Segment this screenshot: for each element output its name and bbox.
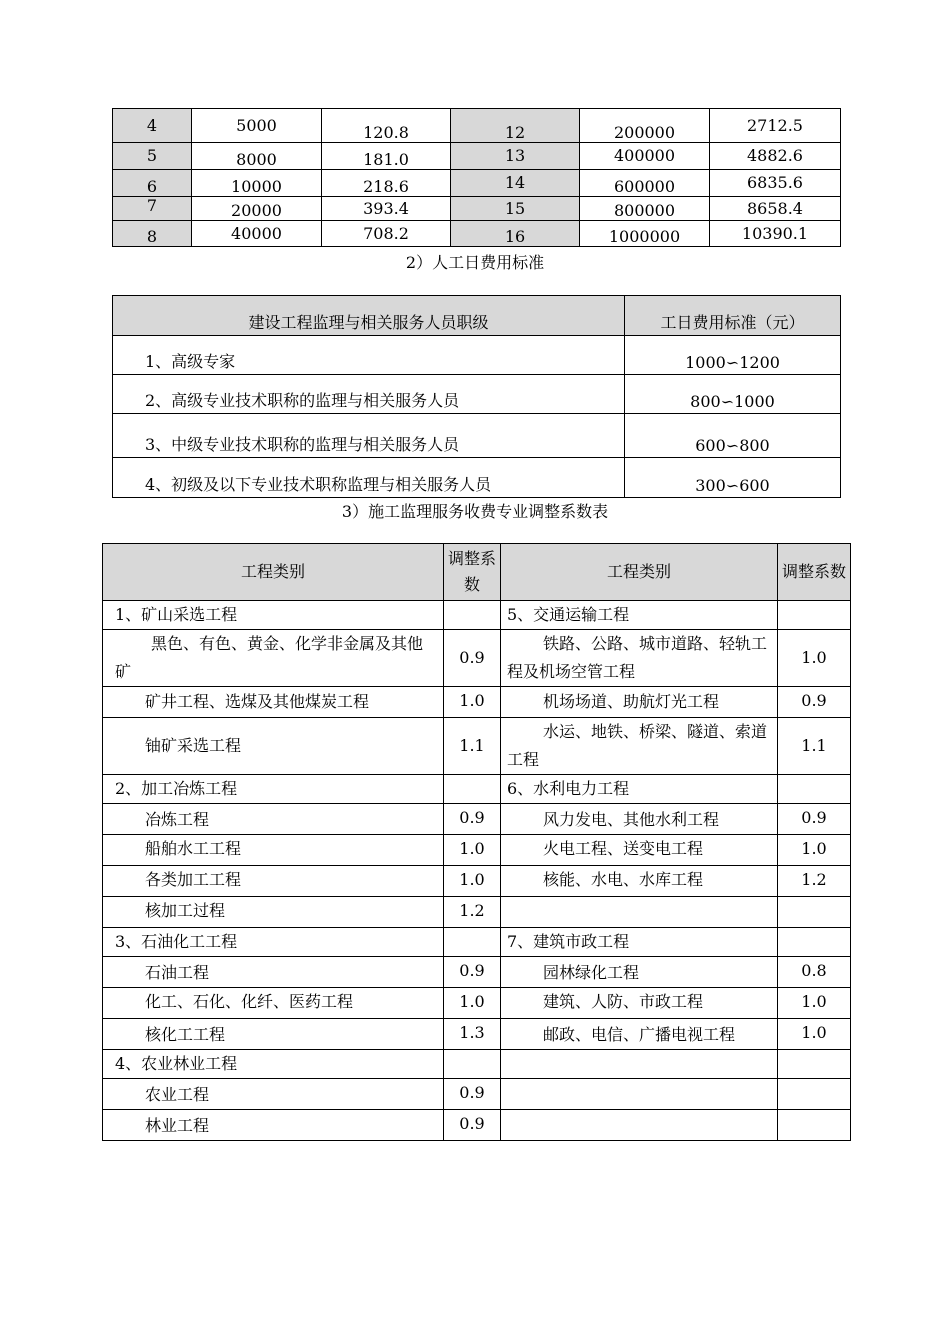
coefficient: 1.0: [778, 988, 851, 1019]
tier-number: 6: [113, 170, 192, 197]
table-row: [103, 897, 851, 928]
column-header-category: 工程类别: [501, 544, 778, 601]
category-item: 黑色、有色、黄金、化学非金属及其他矿: [103, 630, 444, 687]
coefficient: 1.1: [778, 718, 851, 775]
table-row: [103, 988, 851, 1019]
category-item: [501, 1110, 778, 1141]
coefficient: [778, 1110, 851, 1141]
table-row: [103, 804, 851, 835]
section-caption-labor: 2）人工日费用标准: [405, 253, 545, 272]
tier-fee: 4882.6: [710, 143, 841, 170]
category-item: 林业工程: [103, 1110, 444, 1141]
table-header-row: [113, 296, 841, 336]
coefficient: 0.9: [444, 630, 501, 687]
table-row: [113, 170, 841, 197]
daily-fee: 1000∽1200: [625, 336, 841, 375]
table-row: [103, 928, 851, 957]
coefficient: 1.0: [778, 1019, 851, 1050]
adjustment-coefficient-table: [102, 543, 851, 1141]
table-row: [113, 414, 841, 458]
column-header-fee: 工日费用标准（元）: [625, 296, 841, 336]
staff-rank: 4、初级及以下专业技术职称监理与相关服务人员: [113, 458, 625, 498]
daily-fee: 600∽800: [625, 414, 841, 458]
coefficient: 0.9: [444, 957, 501, 988]
category-item: 化工、石化、化纤、医药工程: [103, 988, 444, 1019]
table-row: [103, 718, 851, 775]
category-item: 矿井工程、选煤及其他煤炭工程: [103, 687, 444, 718]
table-row: [113, 375, 841, 414]
coefficient: 0.8: [778, 957, 851, 988]
category-heading: 4、农业林业工程: [103, 1050, 444, 1079]
coefficient: [778, 897, 851, 928]
tier-number: 16: [451, 221, 580, 247]
category-item: [501, 1079, 778, 1110]
coefficient: [444, 775, 501, 804]
fee-tier-table: [112, 108, 841, 247]
category-heading: 7、建筑市政工程: [501, 928, 778, 957]
category-item: 水运、地铁、桥梁、隧道、索道工程: [501, 718, 778, 775]
category-item: 邮政、电信、广播电视工程: [501, 1019, 778, 1050]
table-row: [103, 1019, 851, 1050]
coefficient: 1.2: [778, 866, 851, 897]
table-row: [113, 221, 841, 247]
table-row: [113, 143, 841, 170]
table-row: [103, 866, 851, 897]
coefficient: 0.9: [444, 1110, 501, 1141]
tier-amount: 40000: [192, 221, 322, 247]
category-item: 石油工程: [103, 957, 444, 988]
table-row: [103, 957, 851, 988]
coefficient: 0.9: [778, 687, 851, 718]
labor-fee-table: [112, 295, 841, 498]
category-item: 船舶水工工程: [103, 835, 444, 866]
coefficient: 1.0: [778, 630, 851, 687]
tier-amount: 10000: [192, 170, 322, 197]
coefficient: [444, 928, 501, 957]
column-header-coefficient: 调整系数: [778, 544, 851, 601]
tier-fee: 218.6: [322, 170, 451, 197]
coefficient: 1.3: [444, 1019, 501, 1050]
daily-fee: 800∽1000: [625, 375, 841, 414]
coefficient: [778, 775, 851, 804]
tier-amount: 800000: [580, 197, 710, 221]
tier-fee: 120.8: [322, 109, 451, 143]
category-item: 核加工过程: [103, 897, 444, 928]
coefficient: 1.2: [444, 897, 501, 928]
coefficient: [778, 1050, 851, 1079]
table-row: [103, 630, 851, 687]
category-heading: 2、加工冶炼工程: [103, 775, 444, 804]
category-item: 建筑、人防、市政工程: [501, 988, 778, 1019]
tier-amount: 400000: [580, 143, 710, 170]
daily-fee: 300∽600: [625, 458, 841, 498]
table-row: [113, 109, 841, 143]
column-header-category: 工程类别: [103, 544, 444, 601]
table-row: [113, 197, 841, 221]
table-row: [103, 1110, 851, 1141]
table-header-row: [103, 544, 851, 601]
category-item: 铀矿采选工程: [103, 718, 444, 775]
tier-amount: 200000: [580, 109, 710, 143]
tier-amount: 1000000: [580, 221, 710, 247]
tier-fee: 10390.1: [710, 221, 841, 247]
coefficient: 1.0: [444, 687, 501, 718]
coefficient: 0.9: [444, 804, 501, 835]
column-header-coefficient: 调整系数: [444, 544, 501, 601]
coefficient: 1.0: [444, 866, 501, 897]
staff-rank: 2、高级专业技术职称的监理与相关服务人员: [113, 375, 625, 414]
table-row: [113, 336, 841, 375]
tier-number: 8: [113, 221, 192, 247]
category-item: 各类加工工程: [103, 866, 444, 897]
tier-amount: 600000: [580, 170, 710, 197]
table-row: [103, 601, 851, 630]
staff-rank: 3、中级专业技术职称的监理与相关服务人员: [113, 414, 625, 458]
section-caption-coefficient: 3）施工监理服务收费专业调整系数表: [341, 502, 609, 521]
tier-amount: 5000: [192, 109, 322, 143]
table-row: [103, 687, 851, 718]
category-item: 农业工程: [103, 1079, 444, 1110]
tier-fee: 708.2: [322, 221, 451, 247]
tier-number: 4: [113, 109, 192, 143]
coefficient: [444, 1050, 501, 1079]
table-row: [103, 1079, 851, 1110]
tier-number: 14: [451, 170, 580, 197]
coefficient: [778, 1079, 851, 1110]
tier-number: 7: [113, 197, 192, 221]
coefficient: 1.0: [778, 835, 851, 866]
staff-rank: 1、高级专家: [113, 336, 625, 375]
category-item: [501, 897, 778, 928]
table-row: [103, 1050, 851, 1079]
category-item: 机场场道、助航灯光工程: [501, 687, 778, 718]
coefficient: 0.9: [778, 804, 851, 835]
table-row: [103, 775, 851, 804]
coefficient: [778, 601, 851, 630]
category-heading: 3、石油化工工程: [103, 928, 444, 957]
coefficient: 1.0: [444, 988, 501, 1019]
tier-fee: 393.4: [322, 197, 451, 221]
category-item: 风力发电、其他水利工程: [501, 804, 778, 835]
category-item: 园林绿化工程: [501, 957, 778, 988]
category-heading: 5、交通运输工程: [501, 601, 778, 630]
tier-amount: 20000: [192, 197, 322, 221]
tier-number: 5: [113, 143, 192, 170]
category-item: 火电工程、送变电工程: [501, 835, 778, 866]
coefficient: 1.0: [444, 835, 501, 866]
category-heading: 6、水利电力工程: [501, 775, 778, 804]
category-heading: 1、矿山采选工程: [103, 601, 444, 630]
tier-fee: 6835.6: [710, 170, 841, 197]
tier-number: 13: [451, 143, 580, 170]
tier-amount: 8000: [192, 143, 322, 170]
category-item: 核化工工程: [103, 1019, 444, 1050]
category-item: 铁路、公路、城市道路、轻轨工程及机场空管工程: [501, 630, 778, 687]
table-row: [113, 458, 841, 498]
tier-number: 15: [451, 197, 580, 221]
tier-fee: 2712.5: [710, 109, 841, 143]
category-item: 核能、水电、水库工程: [501, 866, 778, 897]
coefficient: [444, 601, 501, 630]
tier-fee: 181.0: [322, 143, 451, 170]
coefficient: [778, 928, 851, 957]
tier-fee: 8658.4: [710, 197, 841, 221]
coefficient: 0.9: [444, 1079, 501, 1110]
coefficient: 1.1: [444, 718, 501, 775]
tier-number: 12: [451, 109, 580, 143]
column-header-rank: 建设工程监理与相关服务人员职级: [113, 296, 625, 336]
category-item: 冶炼工程: [103, 804, 444, 835]
category-heading: [501, 1050, 778, 1079]
table-row: [103, 835, 851, 866]
